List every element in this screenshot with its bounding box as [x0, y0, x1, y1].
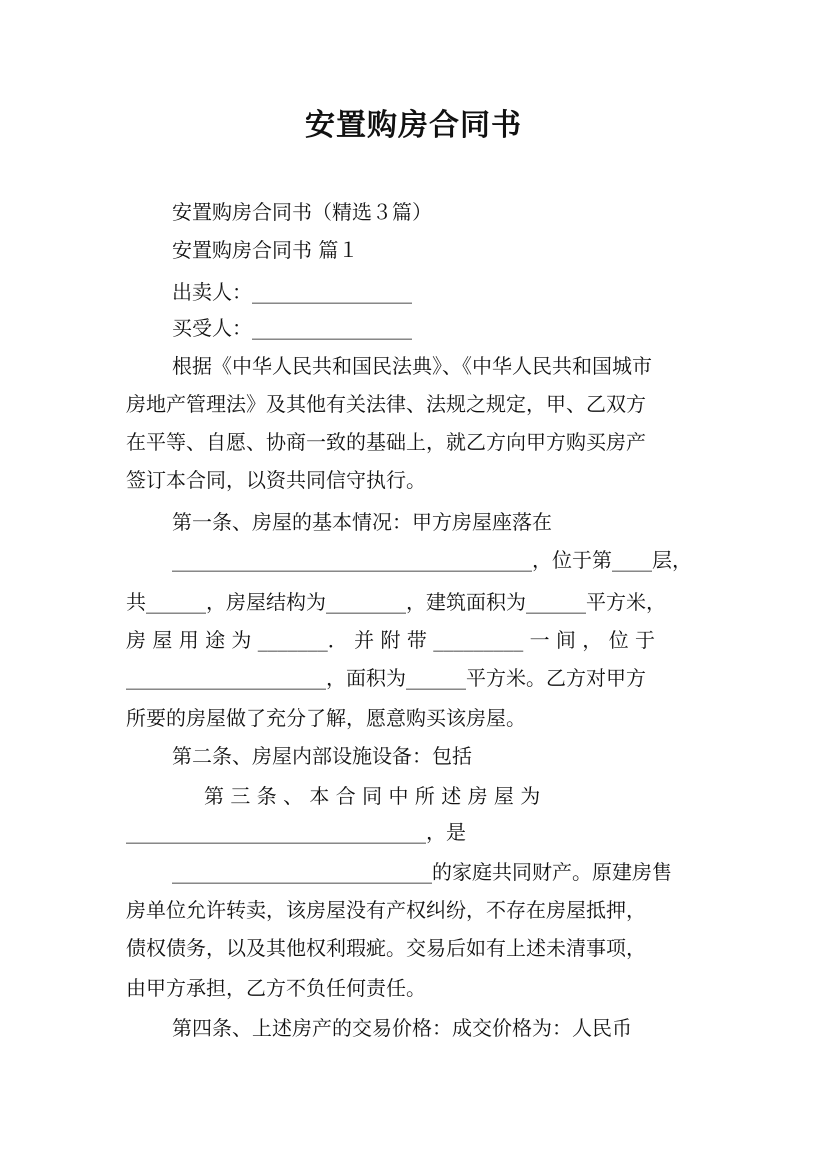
paragraph-line: 签订本合同，以资共同信守执行。	[126, 468, 426, 492]
paragraph-line: 根据《中华人民共和国民法典》、《中华人民共和国城市	[172, 354, 652, 378]
buyer-field: 买受人：________________	[172, 316, 412, 340]
paragraph-line: __________________________的家庭共同财产。原建房售	[172, 860, 672, 884]
paragraph-line: 房 屋 用 途 为 _______． 并 附 带 _________ 一 间 ， 位 于	[126, 628, 656, 652]
article-1-heading: 第一条、房屋的基本情况：甲方房屋座落在	[172, 510, 552, 534]
seller-field: 出卖人：________________	[172, 280, 412, 304]
article-4-heading: 第四条、上述房产的交易价格：成交价格为：人民币	[172, 1016, 632, 1040]
section-heading: 安置购房合同书 篇１	[172, 238, 359, 262]
document-title: 安置购房合同书	[305, 108, 522, 143]
paragraph-line: 房地产管理法》及其他有关法律、法规之规定，甲、乙双方	[126, 392, 646, 416]
article-2-heading: 第二条、房屋内部设施设备：包括	[172, 744, 472, 768]
article-3-heading: 第 三 条 、 本 合 同 中 所 述 房 屋 为	[204, 784, 541, 808]
paragraph-line: 在平等、自愿、协商一致的基础上，就乙方向甲方购买房产	[126, 430, 646, 454]
paragraph-line: 由甲方承担，乙方不负任何责任。	[126, 976, 426, 1000]
subtitle-line: 安置购房合同书（精选３篇）	[172, 200, 432, 224]
paragraph-line: ______________________________，是	[126, 820, 466, 844]
paragraph-line: 共______，房屋结构为________，建筑面积为______平方米，	[126, 590, 666, 614]
paragraph-line: 债权债务，以及其他权利瑕疵。交易后如有上述未清事项，	[126, 936, 646, 960]
paragraph-line: 房单位允许转卖，该房屋没有产权纠纷，不存在房屋抵押，	[126, 898, 646, 922]
paragraph-line: ____________________________________，位于第____层，	[172, 548, 692, 572]
paragraph-line: ____________________，面积为______平方米。乙方对甲方	[126, 666, 646, 690]
paragraph-line: 所要的房屋做了充分了解，愿意购买该房屋。	[126, 706, 526, 730]
